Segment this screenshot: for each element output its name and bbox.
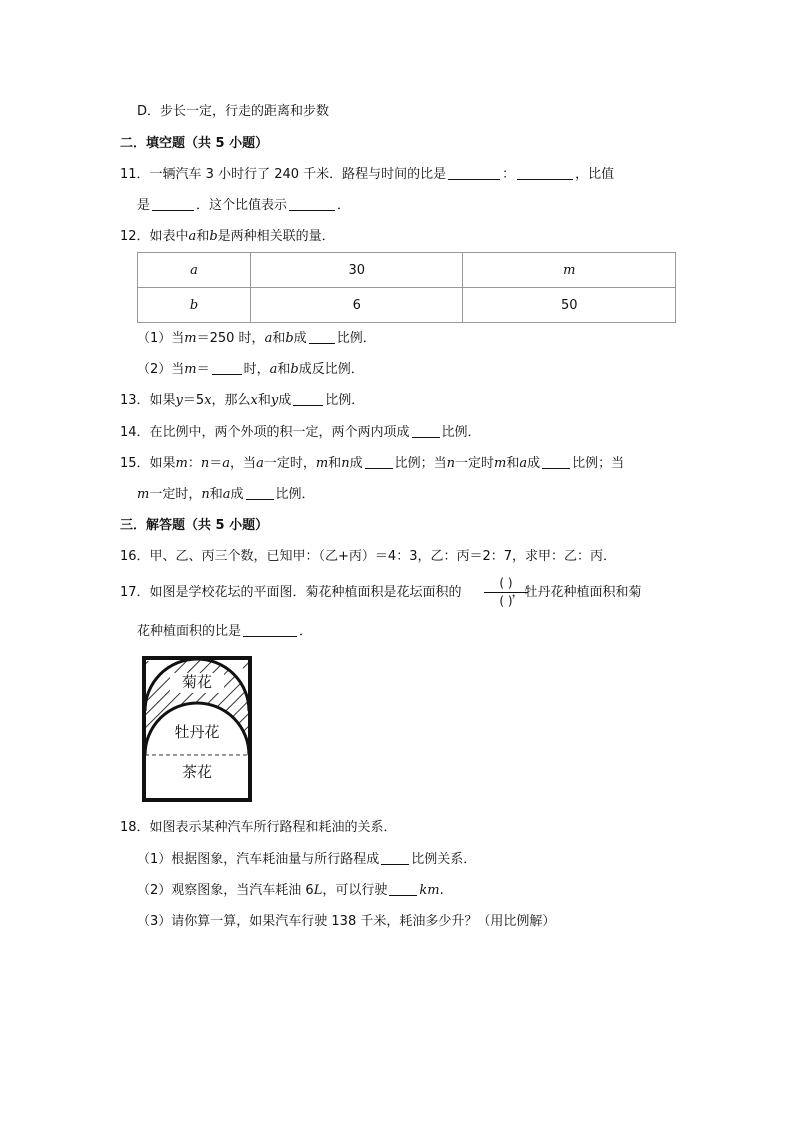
q12-part1: [137, 330, 376, 348]
q13-then: ，那么: [211, 393, 251, 408]
q18-1-text: （1）根据图象，汽车耗油量与所行路程成: [137, 852, 380, 867]
q12-1-text-b: ＝250 时，: [196, 331, 265, 346]
fraction-bar: [484, 592, 528, 593]
q11-line1: [120, 166, 614, 184]
var-n: n: [200, 456, 210, 471]
q18-2-text-b: ，可以行驶: [322, 883, 388, 898]
q14: [120, 424, 481, 442]
q15-const-2: 一定时: [454, 456, 494, 471]
q15-line1: [120, 455, 624, 473]
q18-1-tail: 比例关系．: [411, 852, 477, 867]
q12-table: [137, 252, 676, 323]
var-a: a: [188, 229, 197, 244]
q14-blank[interactable]: [412, 424, 440, 438]
q15-const: 一定时，: [263, 456, 316, 471]
q12-tail: 是两种相关联的量．: [217, 229, 335, 244]
q18-part2: [137, 882, 444, 900]
var-x: x: [204, 393, 212, 408]
q12-1-blank[interactable]: [309, 330, 335, 344]
q11-text: 11．一辆汽车 3 小时行了 240 千米．路程与时间的比是: [120, 167, 447, 182]
var-a: a: [222, 487, 231, 502]
var-b: b: [285, 331, 294, 346]
camellia-label: 茶花: [181, 763, 212, 781]
var-n: n: [201, 487, 210, 502]
q15-text: 15．如果: [120, 456, 176, 471]
var-y: y: [270, 393, 279, 408]
q18-2-blank[interactable]: [389, 882, 417, 896]
q12-2-and: 和: [277, 362, 291, 377]
var-y: y: [175, 393, 183, 408]
q15-colon: ：: [187, 456, 201, 471]
q13-and: 和: [257, 393, 271, 408]
table-cell: 50: [463, 288, 676, 323]
var-a: a: [256, 456, 264, 471]
q17-fraction-blank[interactable]: [482, 576, 530, 610]
q12-2-tail: 成反比例．: [298, 362, 364, 377]
table-cell: 30: [250, 253, 463, 288]
table-cell: 6: [250, 288, 463, 323]
q15-blank-1[interactable]: [365, 455, 393, 469]
section-2-title: 二．填空题（共 5 小题）: [120, 136, 269, 151]
q18-part3: （3）请你算一算，如果汽车行驶 138 千米，耗油多少升？（用比例解）: [137, 914, 556, 929]
q11-text-represent: ．这个比值表示: [196, 198, 288, 213]
q13-text: 13．如果: [120, 393, 176, 408]
q11-period: ．: [337, 198, 351, 213]
q12-1-cheng: 成: [293, 331, 307, 346]
fraction-numerator: ( ): [499, 576, 513, 590]
q17-blank[interactable]: [243, 623, 297, 637]
var-x: x: [250, 393, 258, 408]
q11-line2: [137, 197, 350, 215]
unit-l: L: [313, 883, 323, 898]
q12-2-text: （2）当: [137, 362, 185, 377]
var-m: m: [493, 456, 507, 471]
q13-eq: ＝5: [182, 393, 205, 408]
q14-text: 14．在比例中，两个外项的积一定，两个两内项成: [120, 425, 410, 440]
var-m: m: [315, 456, 329, 471]
var-n: n: [446, 456, 455, 471]
q13-tail: 比例．: [325, 393, 365, 408]
q15-cheng-3: 成: [230, 487, 244, 502]
q15-cheng-2: 成: [527, 456, 541, 471]
q17-line1: [120, 584, 642, 602]
q14-tail: 比例．: [441, 425, 481, 440]
q11-blank-2[interactable]: [517, 166, 573, 180]
q11-blank-3[interactable]: [152, 197, 194, 211]
q15-and-2: 和: [506, 456, 520, 471]
table-cell: m: [463, 253, 676, 288]
q12-1-and: 和: [272, 331, 286, 346]
var-m: m: [184, 362, 197, 377]
q15-cheng: 成: [349, 456, 363, 471]
q12-2-blank[interactable]: [212, 361, 242, 375]
q17-period: ．: [299, 624, 313, 639]
var-m: m: [137, 487, 150, 502]
q15-text-3: 比例；当: [572, 456, 625, 471]
q12-part2: [137, 361, 364, 379]
var-m: m: [175, 456, 188, 471]
q12-and: 和: [196, 229, 210, 244]
table-cell: b: [138, 288, 251, 323]
q15-text-2: 比例；当: [394, 456, 447, 471]
var-a: a: [269, 362, 278, 377]
q12-title: [120, 228, 335, 246]
var-b: b: [290, 362, 299, 377]
var-m: m: [184, 331, 197, 346]
var-a: a: [222, 456, 231, 471]
q18-1-blank[interactable]: [381, 851, 409, 865]
q13-blank[interactable]: [293, 392, 323, 406]
q15-tail: 比例．: [275, 487, 315, 502]
q11-colon: ：: [502, 167, 516, 182]
q17-text-b: ，牡丹花种植面积和菊: [511, 585, 642, 600]
q12-2-when: 时，: [243, 362, 270, 377]
q15-line2: [137, 486, 315, 504]
q15-and-3: 和: [209, 487, 223, 502]
peony-label: 牡丹花: [174, 723, 220, 741]
var-n: n: [341, 456, 350, 471]
table-cell: a: [138, 253, 251, 288]
section-3-title: 三．解答题（共 5 小题）: [120, 518, 269, 533]
table-row: [138, 253, 676, 288]
q18-2-text: （2）观察图象，当汽车耗油 6: [137, 883, 314, 898]
var-a: a: [519, 456, 528, 471]
q13: [120, 392, 364, 410]
table-row: [138, 288, 676, 323]
q12-2-eq: ＝: [196, 362, 210, 377]
q17-line2: [137, 623, 312, 641]
fraction-denominator: ( ): [499, 594, 513, 608]
var-a: a: [264, 331, 273, 346]
q13-cheng: 成: [278, 393, 292, 408]
flower-bed-figure: [141, 655, 253, 807]
q15-blank-3[interactable]: [246, 486, 274, 500]
chrysanthemum-label: 菊花: [181, 673, 212, 691]
q18-2-period: .: [439, 883, 444, 898]
q15-blank-2[interactable]: [542, 455, 570, 469]
var-b: b: [209, 229, 218, 244]
unit-km: km: [419, 883, 440, 898]
option-d: D．步长一定，行走的距离和步数: [137, 104, 330, 119]
q11-blank-4[interactable]: [289, 197, 335, 211]
q18-title: 18．如图表示某种汽车所行路程和耗油的关系．: [120, 820, 397, 835]
q15-eq: ＝: [209, 456, 223, 471]
q11-text-ratio: ，比值: [575, 167, 615, 182]
q17-text: 17．如图是学校花坛的平面图．菊花种植面积是花坛面积的: [120, 585, 462, 600]
q12-1-tail: 比例．: [336, 331, 376, 346]
q15-when: ，当: [230, 456, 257, 471]
q15-const-3: 一定时，: [149, 487, 202, 502]
q12-1-text: （1）当: [137, 331, 185, 346]
q18-part1: [137, 851, 476, 869]
q11-text-is: 是: [137, 198, 151, 213]
q15-and: 和: [328, 456, 342, 471]
q17-text-c: 花种植面积的比是: [137, 624, 242, 639]
q12-text: 12．如表中: [120, 229, 189, 244]
q16: 16．甲、乙、丙三个数，已知甲：（乙+丙）＝4：3，乙：丙＝2：7，求甲：乙：丙．: [120, 549, 617, 564]
q11-blank-1[interactable]: [448, 166, 500, 180]
